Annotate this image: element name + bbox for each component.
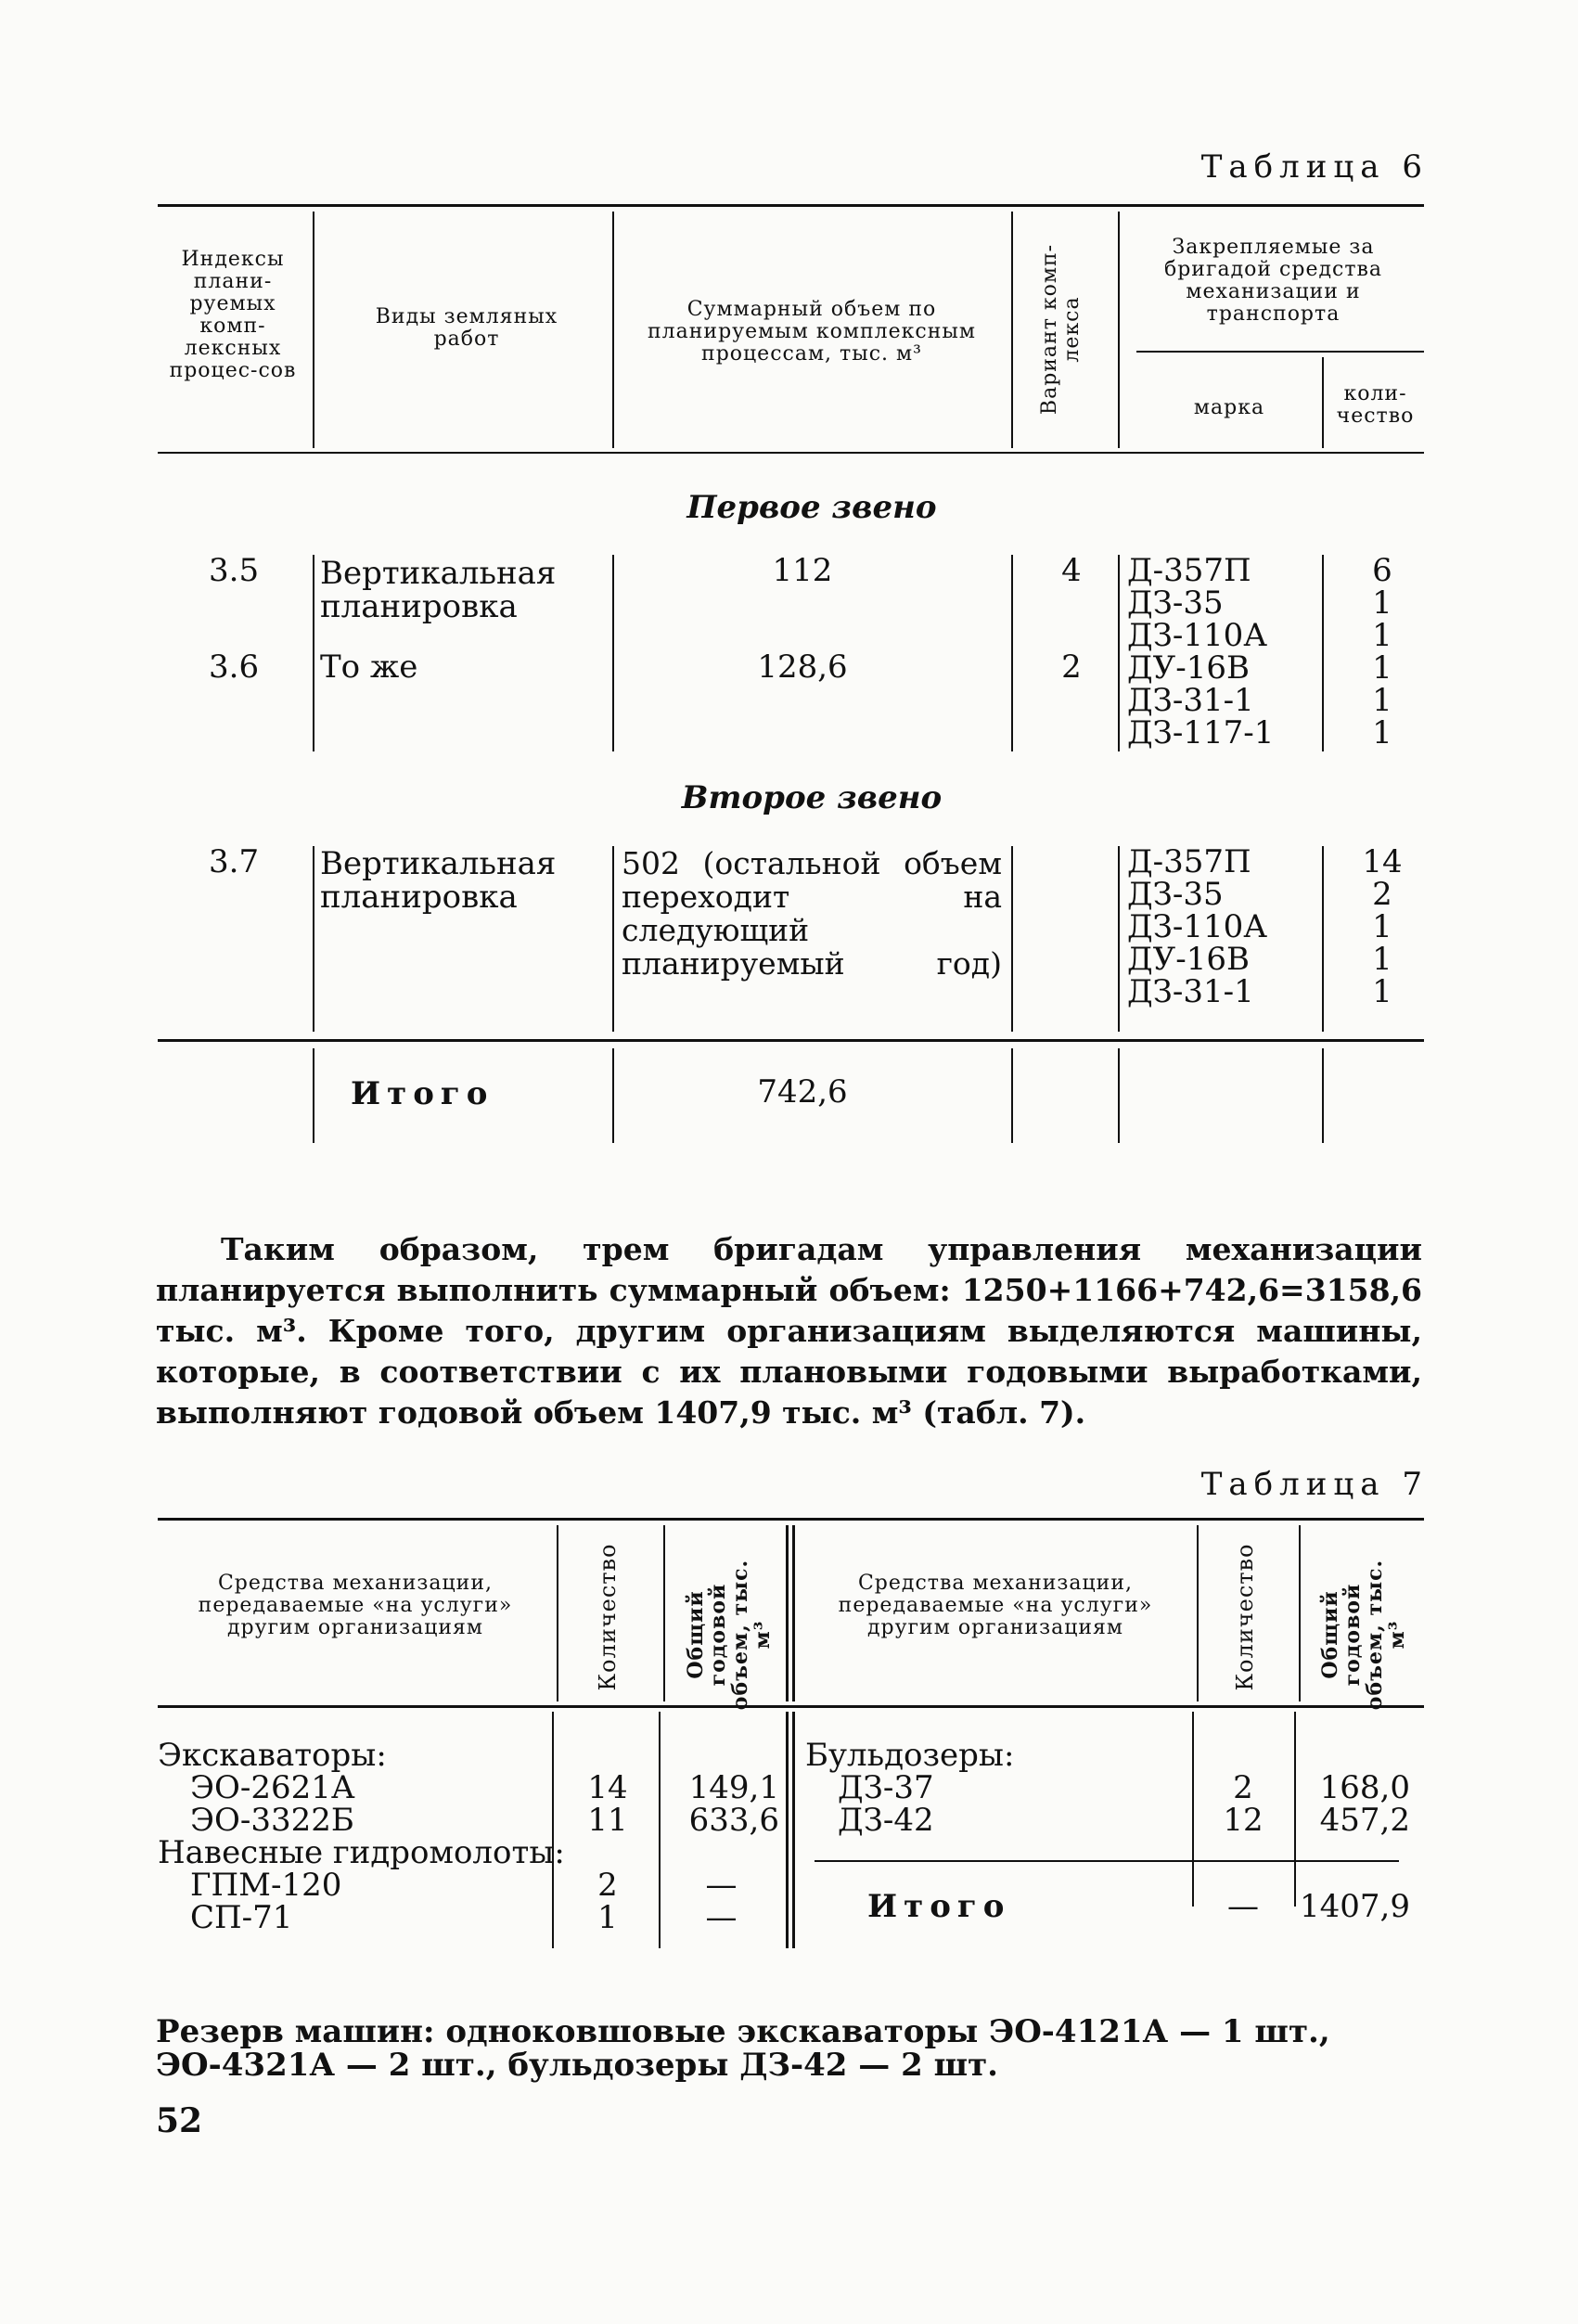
means-item: Экскаваторы: <box>158 1737 387 1774</box>
vol-item: 149,1 <box>688 1769 779 1806</box>
t6-section2-title: Второе звено <box>681 779 943 816</box>
t6-s2-sep2 <box>612 846 614 1032</box>
t7-total-label: Итого <box>867 1888 1011 1925</box>
table7-right-total-rule <box>815 1860 1399 1862</box>
t6-tot-sep5 <box>1322 1048 1324 1143</box>
qty-item: 1 <box>1372 584 1392 622</box>
t6-total-value: 742,6 <box>757 1073 848 1111</box>
vol-item: 168,0 <box>1319 1769 1410 1806</box>
t6-s1-quantities <box>1345 552 1419 751</box>
t7-hdr-sep1 <box>557 1525 558 1701</box>
t6-hdr-sep5 <box>1322 357 1324 448</box>
t6-s1-sep4 <box>1118 555 1120 751</box>
t7-body-double-a <box>786 1712 789 1948</box>
qty-item: 6 <box>1372 552 1392 589</box>
t7-hdr-double-a <box>786 1525 789 1701</box>
t6-header-assigned: Закрепляемые за бригадой средства механизации и транспорта <box>1163 236 1383 326</box>
t7-hdr-sep3 <box>1197 1525 1199 1701</box>
t6-s2-sep5 <box>1322 846 1324 1032</box>
qty-item: 11 <box>587 1802 628 1839</box>
t6-row-index: 3.6 <box>209 648 260 686</box>
table6-total-rule <box>158 1039 1424 1042</box>
t6-row-volume: 128,6 <box>757 648 848 686</box>
t7-body-sep3 <box>1192 1712 1194 1907</box>
brand-item: ДЗ-31-1 <box>1127 682 1254 719</box>
t6-header-variant: Вариант комп-лекса <box>1038 243 1084 416</box>
vol-item: — <box>705 1867 738 1904</box>
t7-hdr-sep4 <box>1299 1525 1301 1701</box>
t6-row-work: Вертикальная планировка <box>320 845 557 916</box>
t6-s1-sep2 <box>612 555 614 751</box>
t7-header-volume-left: Общий годовой объем, тыс. м³ <box>684 1559 775 1711</box>
t6-hdr-sep1 <box>313 212 314 448</box>
t7-body-sep4 <box>1294 1712 1296 1907</box>
t6-header-work: Виды земляных работ <box>375 305 558 351</box>
qty-item: 2 <box>597 1867 618 1904</box>
table7-caption: Таблица 7 <box>1200 1466 1429 1503</box>
means-item: ДЗ-37 <box>838 1769 934 1806</box>
t6-row-volume: 112 <box>772 552 833 589</box>
brand-item: Д-357П <box>1127 552 1251 589</box>
t6-row-work: Вертикальная планировка <box>320 555 557 625</box>
vol-item <box>663 1837 779 1869</box>
t6-section1-title: Первое звено <box>686 489 937 526</box>
t7-right-items <box>805 1737 1015 1839</box>
t7-left-qty <box>571 1740 645 1934</box>
qty-item: 1 <box>1372 649 1392 687</box>
vol-item <box>1299 1740 1410 1772</box>
t6-header-qty: коли-чество <box>1336 382 1415 428</box>
brand-item: ДЗ-110А <box>1127 908 1267 945</box>
t7-left-vol <box>663 1740 779 1934</box>
brand-item: ДУ-16В <box>1127 649 1250 687</box>
t6-row-variant: 2 <box>1061 648 1082 686</box>
t6-s2-brands <box>1127 843 1267 1010</box>
t6-row-volume: 502 (остальной объем переходит на следующий планируемый год) <box>622 845 1002 982</box>
qty-item: 1 <box>1372 714 1392 751</box>
t6-s1-brands <box>1127 552 1275 751</box>
t6-s2-sep1 <box>313 846 314 1032</box>
t6-tot-sep4 <box>1118 1048 1120 1143</box>
t6-row-variant: 4 <box>1061 552 1082 589</box>
qty-item: 1 <box>1372 908 1392 945</box>
qty-item <box>571 1837 645 1869</box>
t7-body-sep2 <box>659 1712 661 1948</box>
t7-hdr-sep2 <box>663 1525 665 1701</box>
qty-item: 14 <box>587 1769 628 1806</box>
page-number: 52 <box>156 2101 203 2140</box>
brand-item: ДУ-16В <box>1127 941 1250 978</box>
t6-s1-sep1 <box>313 555 314 751</box>
t6-row-index: 3.7 <box>209 843 260 880</box>
t7-body-double-b <box>792 1712 795 1948</box>
qty-item: 1 <box>1372 941 1392 978</box>
means-item: ДЗ-42 <box>838 1802 934 1839</box>
qty-item: 1 <box>1372 973 1392 1010</box>
t7-header-means-right: Средства механизации, передаваемые «на услуги» другим организациям <box>838 1572 1153 1639</box>
t6-total-label: Итого <box>351 1075 494 1112</box>
qty-item: 1 <box>597 1899 618 1936</box>
t7-total-vol: 1407,9 <box>1300 1888 1410 1925</box>
t7-header-volume-right: Общий годовой объем, тыс. м³ <box>1318 1559 1409 1711</box>
t6-row-index: 3.5 <box>209 552 260 589</box>
t6-header-volume: Суммарный объем по планируемым комплексным процессам, тыс. м³ <box>648 298 976 366</box>
table7-top-rule <box>158 1518 1424 1521</box>
qty-item: 2 <box>1372 876 1392 913</box>
t7-header-qty-left: Количество <box>595 1543 621 1691</box>
t6-hdr-sep2 <box>612 212 614 448</box>
brand-item: Д-357П <box>1127 843 1251 880</box>
t6-tot-sep1 <box>313 1048 314 1143</box>
t6-tot-sep3 <box>1011 1048 1013 1143</box>
t6-s1-sep3 <box>1011 555 1013 751</box>
brand-item: ДЗ-35 <box>1127 584 1224 622</box>
t7-total-qty: — <box>1227 1888 1259 1925</box>
qty-item <box>571 1740 645 1772</box>
qty-item: 1 <box>1372 617 1392 654</box>
brand-item: ДЗ-110А <box>1127 617 1267 654</box>
qty-item: 12 <box>1223 1802 1264 1839</box>
means-item: Навесные гидромолоты: <box>158 1834 565 1871</box>
t7-hdr-double-b <box>792 1525 795 1701</box>
body-paragraph: Таким образом, трем бригадам управления механизации планируется выполнить суммарный объем: 1250+1166+742,6=3158,6 тыс. м³. Кроме того, другим организациям выделяются машины, которые, в соответствии с их плановыми годовыми выработками, выполняют годовой объем 1407,9 тыс. м³ (табл. 7). <box>156 1231 1422 1431</box>
means-item: СП-71 <box>190 1899 293 1936</box>
t6-s1-sep5 <box>1322 555 1324 751</box>
brand-item: ДЗ-35 <box>1127 876 1224 913</box>
vol-item <box>663 1740 779 1772</box>
t6-hdr-sep3 <box>1011 212 1013 448</box>
table6-top-rule <box>158 204 1424 207</box>
qty-item <box>1206 1740 1280 1772</box>
t7-right-vol <box>1299 1740 1410 1837</box>
table6-caption: Таблица 6 <box>1200 148 1429 186</box>
t6-s2-sep3 <box>1011 846 1013 1032</box>
vol-item: 457,2 <box>1319 1802 1410 1839</box>
qty-item: 1 <box>1372 682 1392 719</box>
t7-header-qty-right: Количество <box>1232 1543 1258 1691</box>
vol-item: 633,6 <box>688 1802 779 1839</box>
vol-item: — <box>705 1899 738 1936</box>
t6-s2-quantities <box>1345 843 1419 1010</box>
qty-item: 14 <box>1362 843 1403 880</box>
means-item: ЭО-3322Б <box>190 1802 354 1839</box>
brand-item: ДЗ-31-1 <box>1127 973 1254 1010</box>
t7-right-qty <box>1206 1740 1280 1837</box>
means-item: ГПМ-120 <box>190 1867 342 1904</box>
table7-header-rule <box>158 1705 1424 1708</box>
t6-s2-sep4 <box>1118 846 1120 1032</box>
t6-row-work: То же <box>320 648 418 686</box>
t6-header-index: Индексы плани-руемых комп-лексных процес-сов <box>169 248 297 382</box>
t7-header-means-left: Средства механизации, передаваемые «на услуги» другим организациям <box>198 1572 513 1639</box>
means-item: ЭО-2621А <box>190 1769 355 1806</box>
reserve-note: Резерв машин: одноковшовые экскаваторы ЭО-4121А — 1 шт., ЭО-4321А — 2 шт., бульдозеры ДЗ-42 — 2 шт. <box>156 2013 1330 2084</box>
t6-hdr-sep4 <box>1118 212 1120 448</box>
qty-item: 2 <box>1233 1769 1253 1806</box>
t6-tot-sep2 <box>612 1048 614 1143</box>
table6-subheader-rule <box>1136 351 1424 353</box>
brand-item: ДЗ-117-1 <box>1127 714 1275 751</box>
means-item: Бульдозеры: <box>805 1737 1015 1774</box>
t6-header-brand: марка <box>1193 396 1265 419</box>
table6-header-rule <box>158 452 1424 454</box>
t7-left-items <box>158 1737 565 1936</box>
